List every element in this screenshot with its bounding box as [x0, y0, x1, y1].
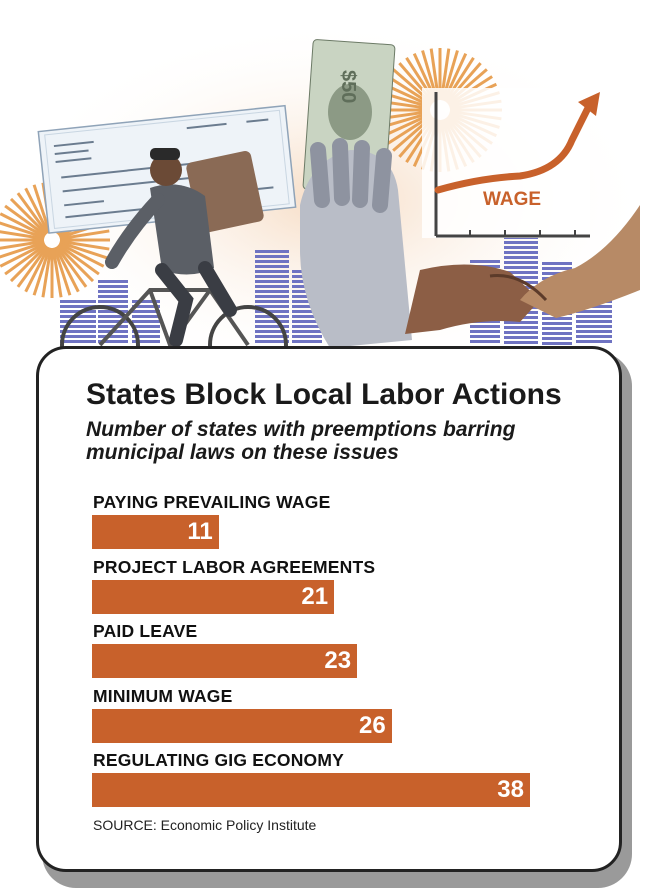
bar-value-label: 26 [358, 711, 386, 739]
bar [92, 773, 530, 807]
bar-value-label: 23 [324, 647, 352, 674]
bar-label: PROJECT LABOR AGREEMENTS [93, 556, 376, 577]
chart-title: States Block Local Labor Actions [86, 378, 562, 411]
bar-label: REGULATING GIG ECONOMY [93, 750, 345, 770]
bar-value-label: 38 [497, 776, 524, 803]
bar [92, 644, 357, 678]
bar-label: PAID LEAVE [93, 621, 198, 641]
bar-label: PAYING PREVAILING WAGE [93, 492, 331, 512]
wage-label: WAGE [483, 189, 542, 210]
bar-value-label: 11 [187, 518, 213, 545]
bar [92, 580, 334, 614]
bar [92, 515, 219, 549]
svg-text:$50: $50 [337, 70, 359, 104]
bar-label: MINIMUM WAGE [93, 685, 233, 706]
chart-subtitle: Number of states with preemptions barring municipal laws on these issues [86, 418, 516, 464]
source-note: SOURCE: Economic Policy Institute [93, 817, 317, 833]
bar [92, 709, 392, 743]
bar-value-label: 21 [301, 582, 329, 610]
bar-chart [92, 0, 592, 894]
